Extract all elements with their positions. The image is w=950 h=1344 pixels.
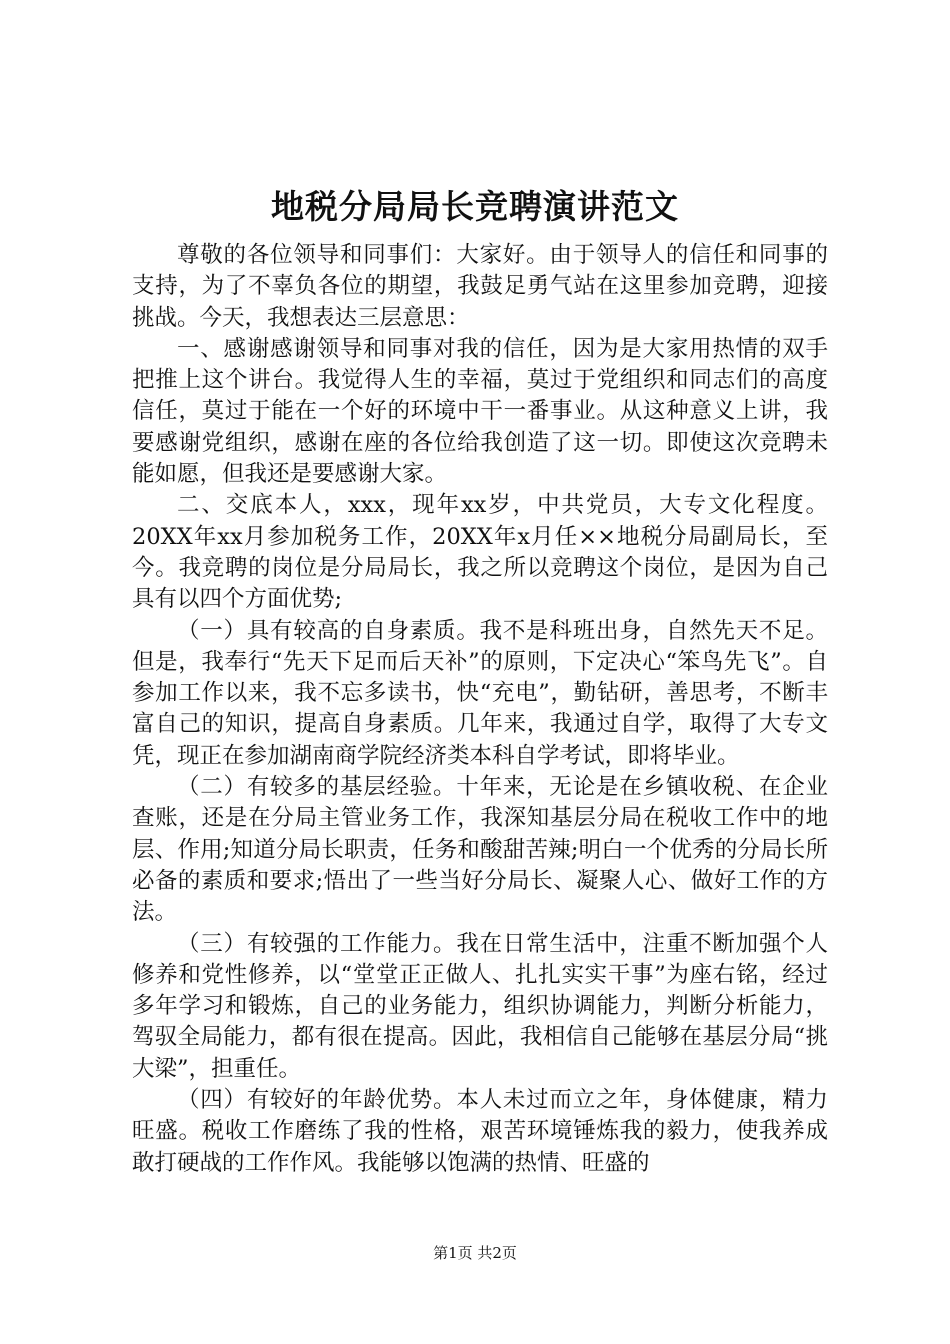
- paragraph-self-intro: 二、交底本人，xxx，现年xx岁，中共党员，大专文化程度。20XX年xx月参加税务工作，20XX年x月任××地税分局副局长，至今。我竞聘的岗位是分局局长，我之所以竞聘这个岗位，是因为自己具有以四个方面优势;: [132, 492, 828, 613]
- paragraph-advantage-4: （四）有较好的年龄优势。本人未过而立之年，身体健康，精力旺盛。税收工作磨练了我的性格，艰苦环境锤炼我的毅力，使我养成敢打硬战的工作作风。我能够以饱满的热情、旺盛的: [132, 1087, 828, 1176]
- document-title: 地税分局局长竞聘演讲范文: [271, 187, 679, 226]
- paragraph-greeting: 尊敬的各位领导和同事们：大家好。由于领导人的信任和同事的支持，为了不辜负各位的期望，我鼓足勇气站在这里参加竞聘，迎接挑战。今天，我想表达三层意思：: [132, 242, 828, 331]
- paragraph-advantage-3: （三）有较强的工作能力。我在日常生活中，注重不断加强个人修养和党性修养，以“堂堂正正做人、扎扎实实干事”为座右铭，经过多年学习和锻炼，自己的业务能力，组织协调能力，判断分析能力，驾驭全局能力，都有很在提高。因此，我相信自己能够在基层分局“挑大梁”，担重任。: [132, 930, 828, 1082]
- paragraph-advantage-2: （二）有较多的基层经验。十年来，无论是在乡镇收税、在企业查账，还是在分局主管业务工作，我深知基层分局在税收工作中的地层、作用;知道分局长职责，任务和酸甜苦辣;明白一个优秀的分局长所必备的素质和要求;悟出了一些当好分局长、凝聚人心、做好工作的方法。: [132, 774, 828, 926]
- paragraph-thanks: 一、感谢感谢领导和同事对我的信任，因为是大家用热情的双手把推上这个讲台。我觉得人生的幸福，莫过于党组织和同志们的高度信任，莫过于能在一个好的环境中干一番事业。从这种意义上讲，我要感谢党组织，感谢在座的各位给我创造了这一切。即使这次竞聘未能如愿，但我还是要感谢大家。: [132, 335, 828, 488]
- document-body: [132, 240, 828, 1179]
- paragraph-advantage-1: （一）具有较高的自身素质。我不是科班出身，自然先天不足。但是，我奉行“先天下足而后天补”的原则，下定决心“笨鸟先飞”。自参加工作以来，我不忘多读书，快“充电”，勤钻研，善思考，不断丰富自己的知识，提高自身素质。几年来，我通过自学，取得了大专文凭，现正在参加湖南商学院经济类本科自学考试，即将毕业。: [132, 617, 828, 769]
- page-footer: 第1页 共2页: [433, 1244, 517, 1262]
